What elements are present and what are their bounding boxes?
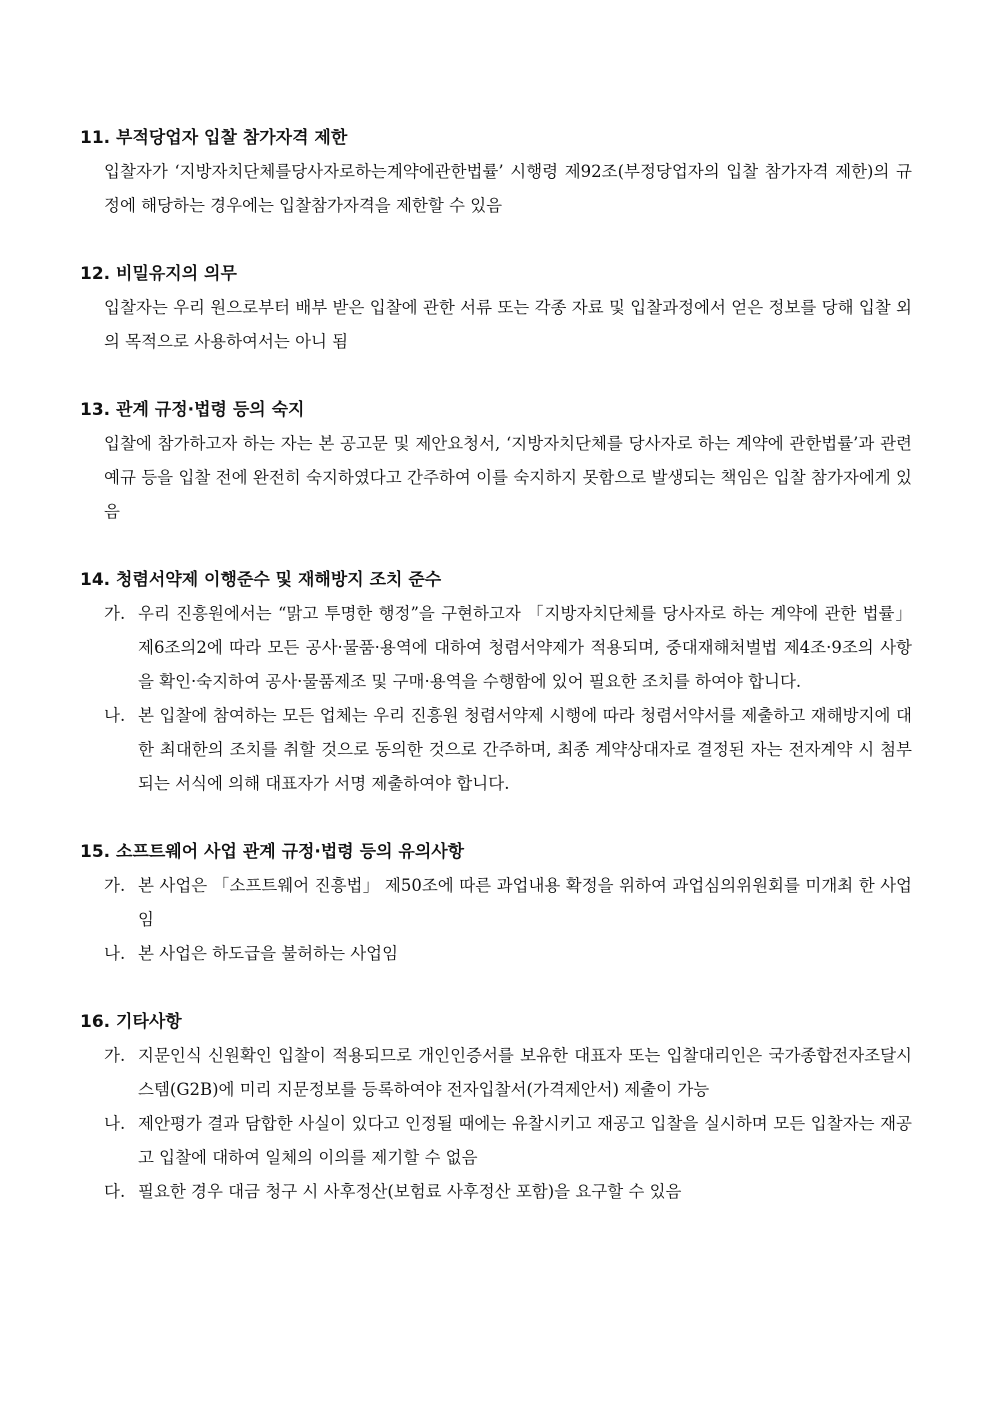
list-item-text: 본 사업은 「소프트웨어 진흥법」 제50조에 따른 과업내용 확정을 위하여 과업심의위원회를 미개최 한 사업임 <box>138 876 912 929</box>
list-item-text: 제안평가 결과 담합한 사실이 있다고 인정될 때에는 유찰시키고 재공고 입찰을 실시하며 모든 입찰자는 재공고 입찰에 대하여 일체의 이의를 제기할 수 없음 <box>138 1114 912 1167</box>
section-title: 12. 비밀유지의 의무 <box>80 264 237 284</box>
section-body: 입찰자는 우리 원으로부터 배부 받은 입찰에 관한 서류 또는 각종 자료 및 입찰과정에서 얻은 정보를 당해 입찰 외의 목적으로 사용하여서는 아니 됨 <box>104 298 912 351</box>
list-item <box>104 597 912 699</box>
section-title: 14. 청렴서약제 이행준수 및 재해방지 조치 준수 <box>80 570 442 590</box>
list-marker: 가. <box>104 1046 126 1065</box>
list-item <box>104 869 912 937</box>
section-title: 11. 부적당업자 입찰 참가자격 제한 <box>80 128 348 148</box>
list-item <box>104 937 912 971</box>
list-item-text: 지문인식 신원확인 입찰이 적용되므로 개인인증서를 보유한 대표자 또는 입찰대리인은 국가종합전자조달시스템(G2B)에 미리 지문정보를 등록하여야 전자입찰서(가격제안서) 제출이 가능 <box>138 1046 912 1099</box>
list-item <box>104 1039 912 1107</box>
document-page <box>80 121 912 1243</box>
list-marker: 가. <box>104 604 126 623</box>
list-item-text: 필요한 경우 대금 청구 시 사후정산(보험료 사후정산 포함)을 요구할 수 있음 <box>138 1182 682 1201</box>
section-14 <box>80 563 912 801</box>
list-marker: 다. <box>104 1182 126 1201</box>
section-11 <box>80 121 912 223</box>
list-marker: 가. <box>104 876 126 895</box>
section-title: 16. 기타사항 <box>80 1012 182 1032</box>
list-item <box>104 1107 912 1175</box>
section-12 <box>80 257 912 359</box>
list-item <box>104 1175 912 1209</box>
list-item-text: 본 사업은 하도급을 불허하는 사업임 <box>138 944 399 963</box>
list-item <box>104 699 912 801</box>
list-item-text: 우리 진흥원에서는 “맑고 투명한 행정”을 구현하고자 「지방자치단체를 당사자로 하는 계약에 관한 법률」 제6조의2에 따라 모든 공사·물품·용역에 대하여 청렴서약제가 적용되며, 중대재해처벌법 제4조·9조의 사항을 확인·숙지하여 공사·물품제조 및 구매·용역을 수행함에 있어 필요한 조치를 하여야 합니다. <box>138 604 912 691</box>
section-15 <box>80 835 912 971</box>
list-marker: 나. <box>104 706 126 725</box>
section-16 <box>80 1005 912 1209</box>
list-marker: 나. <box>104 1114 126 1133</box>
list-item-text: 본 입찰에 참여하는 모든 업체는 우리 진흥원 청렴서약제 시행에 따라 청렴서약서를 제출하고 재해방지에 대한 최대한의 조치를 취할 것으로 동의한 것으로 간주하며, 최종 계약상대자로 결정된 자는 전자계약 시 첨부되는 서식에 의해 대표자가 서명 제출하여야 합니다. <box>138 706 912 793</box>
section-13 <box>80 393 912 529</box>
section-body: 입찰에 참가하고자 하는 자는 본 공고문 및 제안요청서, ‘지방자치단체를 당사자로 하는 계약에 관한법률’과 관련 예규 등을 입찰 전에 완전히 숙지하였다고 간주하여 이를 숙지하지 못함으로 발생되는 책임은 입찰 참가자에게 있음 <box>104 434 912 521</box>
section-body: 입찰자가 ‘지방자치단체를당사자로하는계약에관한법률’ 시행령 제92조(부정당업자의 입찰 참가자격 제한)의 규정에 해당하는 경우에는 입찰참가자격을 제한할 수 있음 <box>104 162 912 215</box>
section-title: 13. 관계 규정·법령 등의 숙지 <box>80 400 305 420</box>
list-marker: 나. <box>104 944 126 963</box>
section-title: 15. 소프트웨어 사업 관계 규정·법령 등의 유의사항 <box>80 842 465 862</box>
